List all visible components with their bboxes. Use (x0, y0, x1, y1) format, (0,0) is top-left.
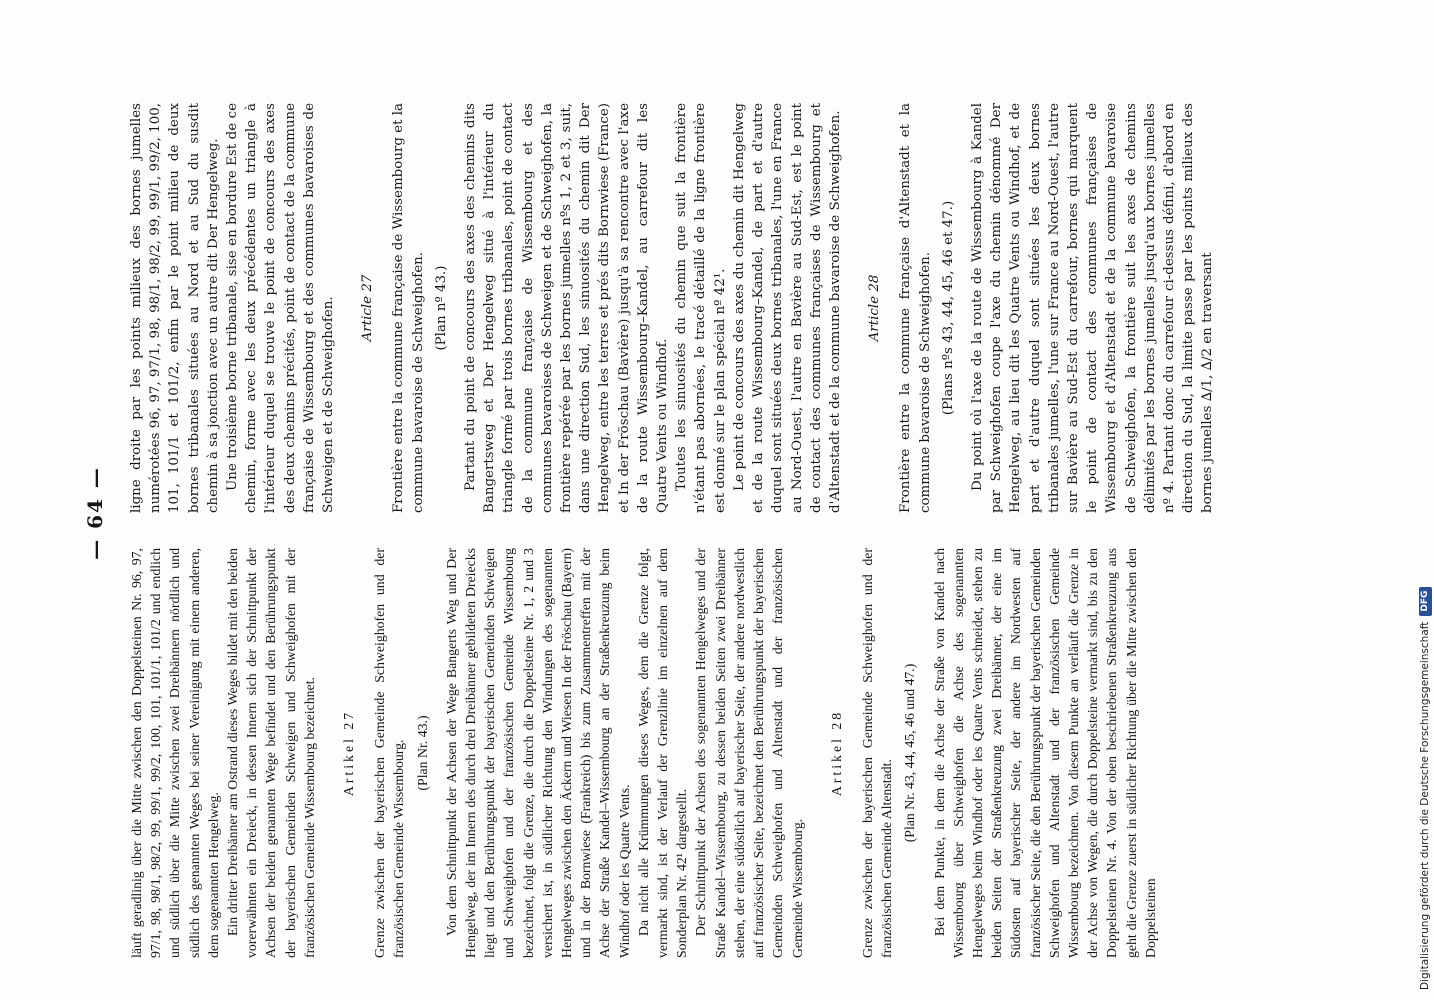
rotated-text-block (67, 68, 1317, 958)
french-article-27-heading: Frontière entre la commune française de Wissembourg et la commune bavaroise de Schweighofen. (391, 103, 426, 513)
digitization-note (1418, 10, 1432, 990)
french-article-27-paragraph-3: Le point de concours des axes du chemin dit Hengelweg et de la route Wissembourg–Kandel, de part et d'autre duquel sont situées deux bornes tribanales, l'une en France au Nord-Ouest, l'autre en Bavière au Sud-Est, est le point de contact des communes françaises de Wissembourg et d'Altenstadt et de la commune bavaroise de Schweighofen. (731, 103, 843, 513)
german-article-27-plan: (Plan Nr. 43.) (414, 715, 430, 791)
german-article-27-paragraph-2: Da nicht alle Krümmungen dieses Weges, dem die Grenze folgt, vermarkt sind, ist der Verlauf der Grenzlinie im einzelnen auf dem Sonderplan Nr. 42¹ dargestellt. (635, 548, 690, 958)
german-article-27-heading: Grenze zwischen der bayerischen Gemeinde Schweighofen und der französischen Gemeinde Wissembourg. (372, 548, 407, 958)
french-intro-paragraph: ligne droite par les points milieux des bornes jumelles numérotées 96, 97, 97/1, 98, 98/1, 98/2, 99, 99/1, 99/2, 100, 101, 101/1 et 101/2, enfin par le point milieu de deux bornes tribanales situées au Nord et au Sud du susdit chemin à sa jonction avec un autre dit Der Hengelweg. (129, 103, 221, 513)
french-article-27-paragraph-1: Partant du point de concours des axes des chemins dits Bangertsweg et Der Hengelweg situé à l'intérieur du triangle formé par trois bornes tribanales, point de contact de la commune française de Wissembourg et des communes bavaroises de Schweigen et de Schweighofen, la frontière repérée par les bornes jumelles nºs 1, 2 et 3, suit, dans une direction Sud, les sinuosités du chemin dit Der Hengelweg, entre les terres et prés dits Bornwiese (France) et In der Fröschau (Bavière) jusqu'à sa rencontre avec l'axe de la route Wissembourg–Kandel, au carrefour dit les Quatre Vents ou Windhof. (463, 103, 671, 513)
french-article-28-paragraph-1: Du point où l'axe de la route de Wissembourg à Kandel par Schweighofen coupe l'axe du chemin dénommé Der Hengelweg, au lieu dit les Quatre Vents ou Windhof, et de part et d'autre duquel sont situées les deux bornes tribanales jumelles, l'une sur France au Nord-Ouest, l'autre sur Bavière au Sud-Est du carrefour, bornes qui marquent le point de contact des communes françaises de Wissembourg et d'Altenstadt et de la commune bavaroise de Schweighofen, la frontière suit les axes de chemins délimités par les bornes jumelles jusqu'aux bornes jumelles nº 4. Partant donc du carrefour ci-dessus défini, d'abord en direction du Sud, la limite passe par les points milieux des bornes jumelles ∆/1, ∆/2 en traversant (969, 103, 1216, 513)
page-number: — 64 — (83, 466, 107, 560)
german-article-28-plan: (Plan Nr. 43, 44, 45, 46 und 47.) (902, 663, 918, 843)
german-article-28-heading: Grenze zwischen der bayerischen Gemeinde Schweighofen und der französischen Gemeinde Altenstadt. (859, 548, 895, 958)
german-article-27-title: Artikel 27 (341, 709, 357, 797)
german-article-27-paragraph-1: Von dem Schnittpunkt der Achsen der Wege Bangerts Weg und Der Hengelweg, der im Innern des durch drei Dreibänner gebildeten Dreiecks liegt und den Berührungspunkt der bayerischen Gemeinden Schweigen und Schweighofen und der französischen Gemeinde Wissembourg bezeichnet, folgt die Grenze, die durch die Doppelsteine Nr. 1, 2 und 3 versichert ist, in südlicher Richtung den Windungen des sogenannten Hengelweges zwischen den Äckern und Wiesen In der Fröschau (Bayern) und in der Bornwiese (Frankreich) bis zum Zusammentreffen mit der Achse der Straße Kandel–Wissembourg an der Straßenkreuzung beim Windhof oder les Quatre Vents. (443, 548, 632, 958)
dfg-logo-icon: DFG (1419, 587, 1432, 616)
french-article-28-title: Article 28 (867, 274, 883, 342)
digitization-note-text: Digitalisierung gefördert durch die Deutsche Forschungsgemeinschaft (1419, 621, 1431, 990)
german-article-27-paragraph-3: Der Schnittpunkt der Achsen des sogenannten Hengelweges und der Straße Kandel–Wissembourg, zu dessen beiden Seiten zwei Dreibänner stehen, der eine südöstlich auf bayerischer Seite, der andere nordwestlich auf französischer Seite, bezeichnet den Berührungspunkt der bayerischen Gemeinden Schweighofen und Altenstadt und der französischen Gemeinde Wissembourg. (693, 548, 805, 958)
french-article-28-heading: Frontière entre la commune française d'Altenstadt et la commune bavaroise de Schweighofen. (898, 103, 933, 513)
german-article-28-title: Artikel 28 (828, 709, 844, 797)
german-third-marker-paragraph: Ein dritter Dreibänner am Ostrand dieses Weges bildet mit den beiden vorerwähnten ein Dreieck, in dessen Innern sich der Schnittpunkt der Achsen der beiden genannten Wege befindet und den Berührungspunkt der bayerischen Gemeinden Schweigen und Schweighofen mit der französischen Gemeinde Wissembourg bezeichnet. (225, 548, 317, 958)
german-intro-paragraph: läuft geradlinig über die Mitte zwischen den Doppelsteinen Nr. 96, 97, 97/1, 98, 98/1, 98/2, 99, 99/1, 99/2, 100, 101, 101/1, 101/2 und endlich und südlich über die Mitte zwischen zwei Dreibännern nördlich und südlich des genannten Weges bei seiner Vereinigung mit einem anderen, dem sogenannten Hengelweg. (129, 548, 221, 958)
french-article-27-title: Article 27 (360, 274, 376, 342)
french-article-27-plan: (Plan nº 43.) (433, 265, 449, 351)
german-article-28-paragraph-1: Bei dem Punkte, in dem die Achse der Straße von Kandel nach Wissembourg über Schweighofen die Achse des sogenannten Hengelweges beim Windhof oder les Quatre Vents schneidet, stehen zu beiden Seiten der Straßenkreuzung zwei Dreibänner, der eine im Südosten auf bayerischer Seite, der andere im Nordwesten auf französischer Seite, die den Berührungspunkt der bayerischen Gemeinden Schweighofen und Altenstadt und der französischen Gemeinde Wissembourg bezeichnen. Von diesem Punkte an verläuft die Grenze in der Achse von Wegen, die durch Doppelsteine vermarkt sind, bis zu den Doppelsteinen Nr. 4. Von der oben beschriebenen Straßenkreuzung aus geht die Grenze zuerst in südlicher Richtung über die Mitte zwischen den Doppelsteinen (931, 548, 1158, 958)
french-article-27-paragraph-2: Toutes les sinuosités du chemin que suit la frontière n'étant pas abornées, le tracé détaillé de la ligne frontière est donné sur le plan spécial nº 42¹. (674, 103, 728, 513)
french-article-28-plan: (Plans nºs 43, 44, 45, 46 et 47.) (940, 200, 956, 416)
german-column (127, 548, 1307, 958)
french-column (127, 103, 1307, 513)
french-third-marker-paragraph: Une troisième borne tribanale, sise en bordure Est de ce chemin, forme avec les deux précédentes un triangle à l'intérieur duquel se trouve le point de concours des axes des deux chemins précités, point de contact de la commune française de Wissembourg et des communes bavaroises de Schweigen et de Schweighofen. (225, 103, 337, 513)
